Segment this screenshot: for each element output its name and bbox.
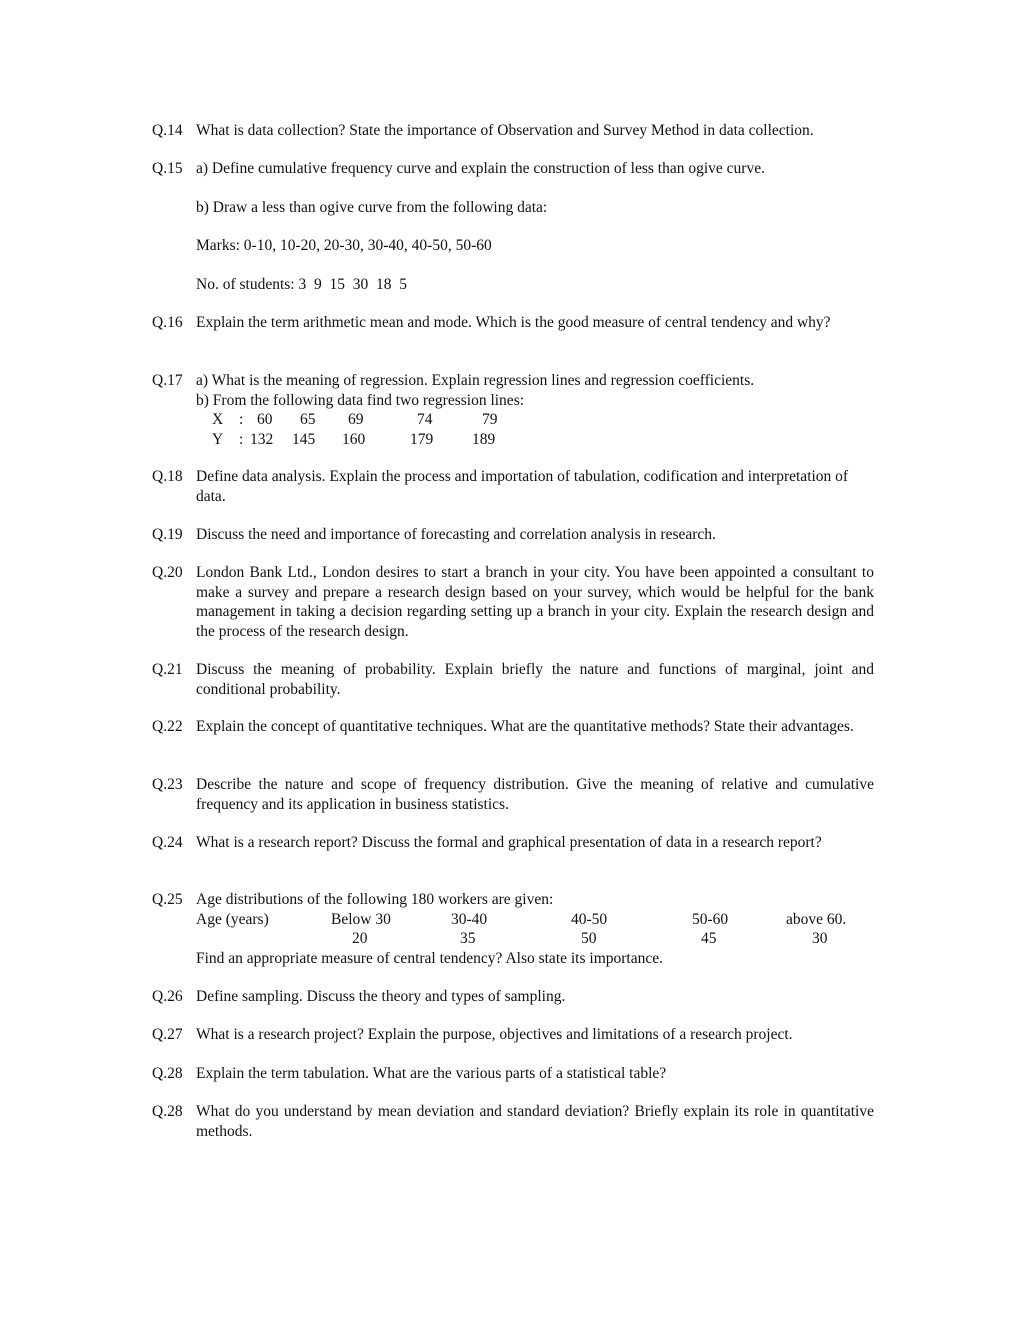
question-number: Q.17 bbox=[152, 372, 183, 389]
question-14 bbox=[152, 121, 874, 141]
x-value: 74 bbox=[417, 411, 433, 428]
y-value: 179 bbox=[410, 430, 434, 448]
x-value: 69 bbox=[348, 411, 364, 428]
question-number: Q.28 bbox=[152, 1103, 183, 1120]
question-text: Explain the term arithmetic mean and mode. Which is the good measure of central tendency and why? bbox=[196, 314, 831, 331]
question-number: Q.15 bbox=[152, 160, 183, 177]
question-24 bbox=[152, 833, 874, 853]
age-group: 50-60 bbox=[692, 910, 729, 928]
question-text: What is a research report? Discuss the formal and graphical presentation of data in a research report? bbox=[196, 834, 822, 851]
colon: : bbox=[239, 411, 244, 428]
question-28-tabulation bbox=[152, 1064, 874, 1084]
question-number: Q.28 bbox=[152, 1065, 183, 1082]
question-26 bbox=[152, 987, 874, 1007]
question-number: Q.18 bbox=[152, 468, 183, 485]
question-number: Q.21 bbox=[152, 661, 183, 678]
x-value: 79 bbox=[482, 411, 498, 428]
question-text: Explain the concept of quantitative techniques. What are the quantitative methods? State their advantages. bbox=[196, 718, 854, 735]
question-text: Define data analysis. Explain the process and importation of tabulation, codification and interpretation of data. bbox=[196, 468, 849, 505]
age-group: 40-50 bbox=[571, 910, 608, 928]
question-number: Q.24 bbox=[152, 834, 183, 851]
question-part-b: b) Draw a less than ogive curve from the following data: bbox=[196, 198, 548, 216]
question-number: Q.27 bbox=[152, 1026, 183, 1043]
question-number: Q.26 bbox=[152, 988, 183, 1005]
question-number: Q.19 bbox=[152, 526, 183, 543]
question-part-a: a) Define cumulative frequency curve and explain the construction of less than ogive curve. bbox=[196, 160, 765, 177]
question-intro: Age distributions of the following 180 workers are given: bbox=[196, 891, 554, 908]
question-text: Discuss the meaning of probability. Explain briefly the nature and functions of marginal, joint and conditional probability. bbox=[196, 661, 874, 698]
age-group: above 60. bbox=[786, 910, 847, 928]
question-number: Q.23 bbox=[152, 776, 183, 793]
question-20 bbox=[152, 563, 874, 641]
question-25 bbox=[152, 890, 874, 968]
x-value: 60 bbox=[257, 411, 273, 428]
question-text: Find an appropriate measure of central tendency? Also state its importance. bbox=[196, 949, 663, 967]
question-text: What do you understand by mean deviation and standard deviation? Briefly explain its role in quantitative methods. bbox=[196, 1103, 874, 1140]
age-row bbox=[196, 910, 874, 930]
worker-count: 30 bbox=[812, 930, 828, 947]
question-17 bbox=[152, 371, 874, 449]
y-data-row bbox=[196, 430, 874, 450]
question-23 bbox=[152, 775, 874, 814]
y-value: 160 bbox=[342, 430, 366, 448]
age-group: 30-40 bbox=[451, 910, 488, 928]
question-text: London Bank Ltd., London desires to start a branch in your city. You have been appointed a consultant to make a survey and prepare a research design based on your survey, which would be helpful for the bank management in taking a decision regarding setting up a branch in your city. Explain the research design and the process of the research design. bbox=[196, 564, 874, 640]
worker-count: 50 bbox=[581, 930, 597, 947]
question-number: Q.22 bbox=[152, 718, 183, 735]
question-number: Q.14 bbox=[152, 122, 183, 139]
question-21 bbox=[152, 660, 874, 699]
count-row bbox=[196, 929, 874, 949]
question-text: Explain the term tabulation. What are the various parts of a statistical table? bbox=[196, 1065, 667, 1082]
question-28-deviation bbox=[152, 1102, 874, 1141]
y-value: 145 bbox=[292, 430, 316, 448]
question-number: Q.25 bbox=[152, 891, 183, 908]
y-value: 189 bbox=[472, 430, 496, 448]
question-part-b: b) From the following data find two regression lines: bbox=[196, 391, 525, 409]
age-group: Below 30 bbox=[331, 910, 391, 928]
x-label: X bbox=[212, 411, 224, 428]
question-text: Define sampling. Discuss the theory and types of sampling. bbox=[196, 988, 566, 1005]
age-label: Age (years) bbox=[196, 910, 269, 928]
question-15 bbox=[152, 159, 874, 294]
question-16 bbox=[152, 313, 874, 333]
y-label: Y bbox=[212, 430, 224, 448]
worker-count: 20 bbox=[352, 930, 368, 947]
question-18 bbox=[152, 467, 874, 506]
question-22 bbox=[152, 717, 874, 737]
marks-data: Marks: 0-10, 10-20, 20-30, 30-40, 40-50, 50-60 bbox=[196, 237, 492, 254]
question-part-a: a) What is the meaning of regression. Explain regression lines and regression coefficients. bbox=[196, 372, 755, 389]
question-27 bbox=[152, 1025, 874, 1045]
students-data: No. of students: 3 9 15 30 18 5 bbox=[196, 275, 407, 293]
y-value: 132 bbox=[250, 430, 274, 448]
x-value: 65 bbox=[300, 411, 316, 428]
question-text: Discuss the need and importance of forecasting and correlation analysis in research. bbox=[196, 526, 716, 543]
question-number: Q.16 bbox=[152, 314, 183, 331]
worker-count: 45 bbox=[701, 930, 717, 947]
question-number: Q.20 bbox=[152, 564, 183, 581]
colon: : bbox=[239, 430, 244, 448]
question-text: What is data collection? State the importance of Observation and Survey Method in data collection. bbox=[196, 122, 814, 139]
question-text: Describe the nature and scope of frequency distribution. Give the meaning of relative and cumulative frequency and its application in business statistics. bbox=[196, 776, 874, 813]
x-data-row bbox=[196, 410, 874, 430]
question-text: What is a research project? Explain the purpose, objectives and limitations of a research project. bbox=[196, 1026, 793, 1043]
worker-count: 35 bbox=[460, 930, 476, 947]
question-19 bbox=[152, 525, 874, 545]
